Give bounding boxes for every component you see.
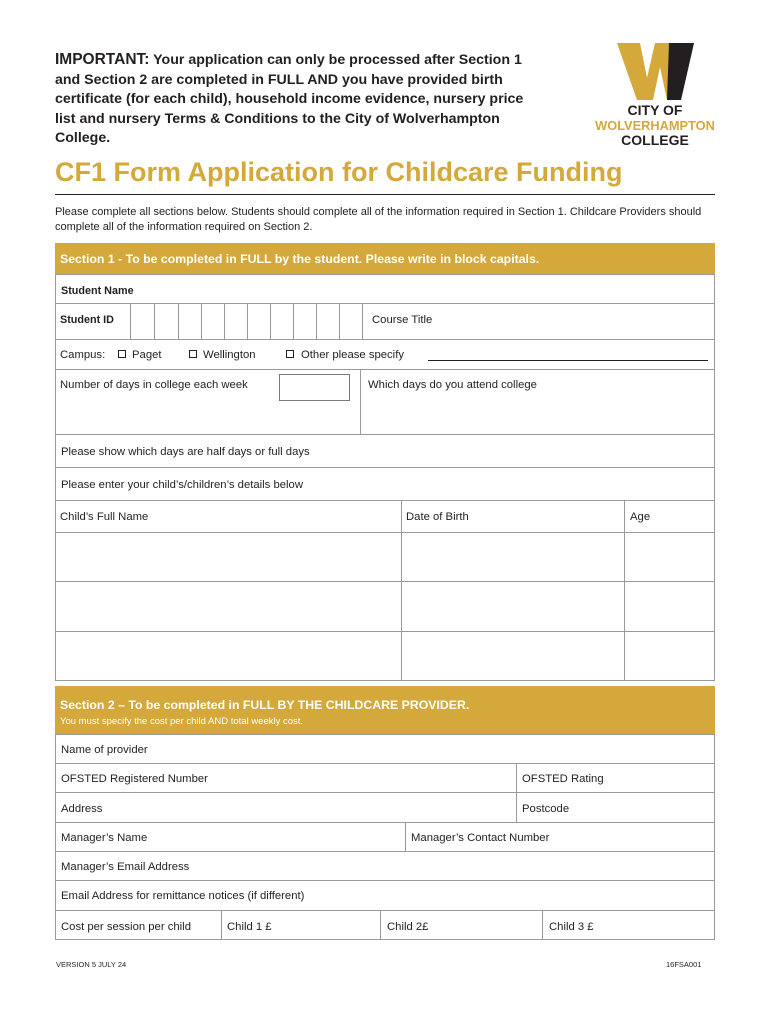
campus-paget-checkbox[interactable] <box>118 350 126 358</box>
important-emphasis: FULL AND <box>267 71 339 88</box>
postcode-field[interactable] <box>516 792 715 823</box>
form-title: CF1 Form Application for Childcare Funding <box>55 157 623 187</box>
days-divider <box>360 369 361 435</box>
id-box-divider <box>154 303 155 340</box>
manager-name-label: Manager’s Name <box>61 832 148 844</box>
campus-label: Campus: <box>60 349 106 361</box>
manager-contact-field[interactable] <box>405 822 715 852</box>
child2-cost-label: Child 2£ <box>387 921 429 933</box>
campus-paget-label: Paget <box>132 349 162 361</box>
col-age: Age <box>630 511 651 523</box>
logo-wordmark <box>593 103 717 148</box>
logo-line-3: COLLEGE <box>621 132 689 148</box>
id-box-divider <box>247 303 248 340</box>
children-intro-label: Please enter your child’s/children’s details below <box>61 479 303 491</box>
course-title-label: Course Title <box>372 314 433 326</box>
intro-text: Please complete all sections below. Students should complete all of the information required in Section 1. Childcare Providers should complete all of the information required on Section 2. <box>55 206 702 233</box>
postcode-label: Postcode <box>522 803 570 815</box>
child1-cost-field[interactable] <box>221 910 381 940</box>
cost-per-session-label-cell <box>55 910 222 940</box>
days-count-label: Number of days in college each week <box>60 379 248 391</box>
child-age-input-1[interactable] <box>625 533 714 580</box>
student-name-label: Student Name <box>61 285 134 297</box>
title-divider <box>55 194 715 195</box>
child1-cost-label: Child 1 £ <box>227 921 272 933</box>
id-box-divider <box>362 303 363 340</box>
child-age-input-3[interactable] <box>625 632 714 680</box>
id-box-divider <box>293 303 294 340</box>
section2-header-text: Section 2 – To be completed in FULL BY THE CHILDCARE PROVIDER. <box>60 698 470 712</box>
student-id-label: Student ID <box>60 314 114 326</box>
child3-cost-field[interactable] <box>542 910 715 940</box>
student-name-field[interactable] <box>55 274 715 304</box>
campus-other-input-line[interactable] <box>428 360 708 361</box>
col-child-name: Child’s Full Name <box>60 511 149 523</box>
section2-subheader-text: You must specify the cost per child AND total weekly cost. <box>60 716 304 727</box>
id-box-divider <box>316 303 317 340</box>
children-intro-row <box>55 467 715 501</box>
ofsted-rating-field[interactable] <box>516 763 715 793</box>
days-count-input[interactable] <box>279 374 350 401</box>
child-name-input-1[interactable] <box>56 533 400 580</box>
important-text-2: you have provided birth certificate (for each child), household income evidence, nursery price list and nursery Terms & Conditions to the City of Wolverhampton College. <box>55 71 524 146</box>
address-label: Address <box>61 803 103 815</box>
half-full-days-label: Please show which days are half days or full days <box>61 446 310 458</box>
footer-code: 16FSA001 <box>666 960 702 969</box>
section2-header <box>55 686 715 734</box>
section1-header <box>55 243 715 274</box>
logo-line-1: CITY OF <box>627 102 683 118</box>
footer-version: VERSION 5 JULY 24 <box>56 960 127 969</box>
logo-line-2: WOLVERHAMPTON <box>595 118 715 133</box>
campus-other-label: Other please specify <box>301 349 404 361</box>
important-notice <box>55 50 545 149</box>
id-box-divider <box>224 303 225 340</box>
manager-email-field[interactable] <box>55 851 715 881</box>
child-name-input-2[interactable] <box>56 582 400 630</box>
ofsted-number-label: OFSTED Registered Number <box>61 773 208 785</box>
id-box-divider <box>130 303 131 340</box>
campus-wellington-checkbox[interactable] <box>189 350 197 358</box>
child-dob-input-3[interactable] <box>402 632 623 680</box>
ofsted-number-field[interactable] <box>55 763 517 793</box>
manager-contact-label: Manager’s Contact Number <box>411 832 550 844</box>
id-box-divider <box>270 303 271 340</box>
cost-per-session-label: Cost per session per child <box>61 921 191 933</box>
child-dob-input-2[interactable] <box>402 582 623 630</box>
child-name-input-3[interactable] <box>56 632 400 680</box>
child2-cost-field[interactable] <box>380 910 543 940</box>
ofsted-rating-label: OFSTED Rating <box>522 773 604 785</box>
col-date-of-birth: Date of Birth <box>406 511 469 523</box>
campus-other-checkbox[interactable] <box>286 350 294 358</box>
address-field[interactable] <box>55 792 517 823</box>
which-days-label: Which days do you attend college <box>368 379 537 391</box>
child-age-input-2[interactable] <box>625 582 714 630</box>
important-lead: IMPORTANT: <box>55 51 150 68</box>
section1-header-text: Section 1 - To be completed in FULL by the student. Please write in block capitals. <box>60 252 540 266</box>
provider-name-field[interactable] <box>55 734 715 764</box>
half-full-days-field[interactable] <box>55 434 715 468</box>
campus-wellington-label: Wellington <box>203 349 256 361</box>
id-box-divider <box>178 303 179 340</box>
id-box-divider <box>201 303 202 340</box>
remittance-email-field[interactable] <box>55 880 715 911</box>
remittance-email-label: Email Address for remittance notices (if different) <box>61 890 305 902</box>
important-text-1: Your application can only be processed after Section 1 and Section 2 are completed in <box>55 52 522 88</box>
child3-cost-label: Child 3 £ <box>549 921 594 933</box>
id-box-divider <box>339 303 340 340</box>
manager-email-label: Manager’s Email Address <box>61 861 190 873</box>
child-dob-input-1[interactable] <box>402 533 623 580</box>
manager-name-field[interactable] <box>55 822 406 852</box>
provider-name-label: Name of provider <box>61 744 148 756</box>
